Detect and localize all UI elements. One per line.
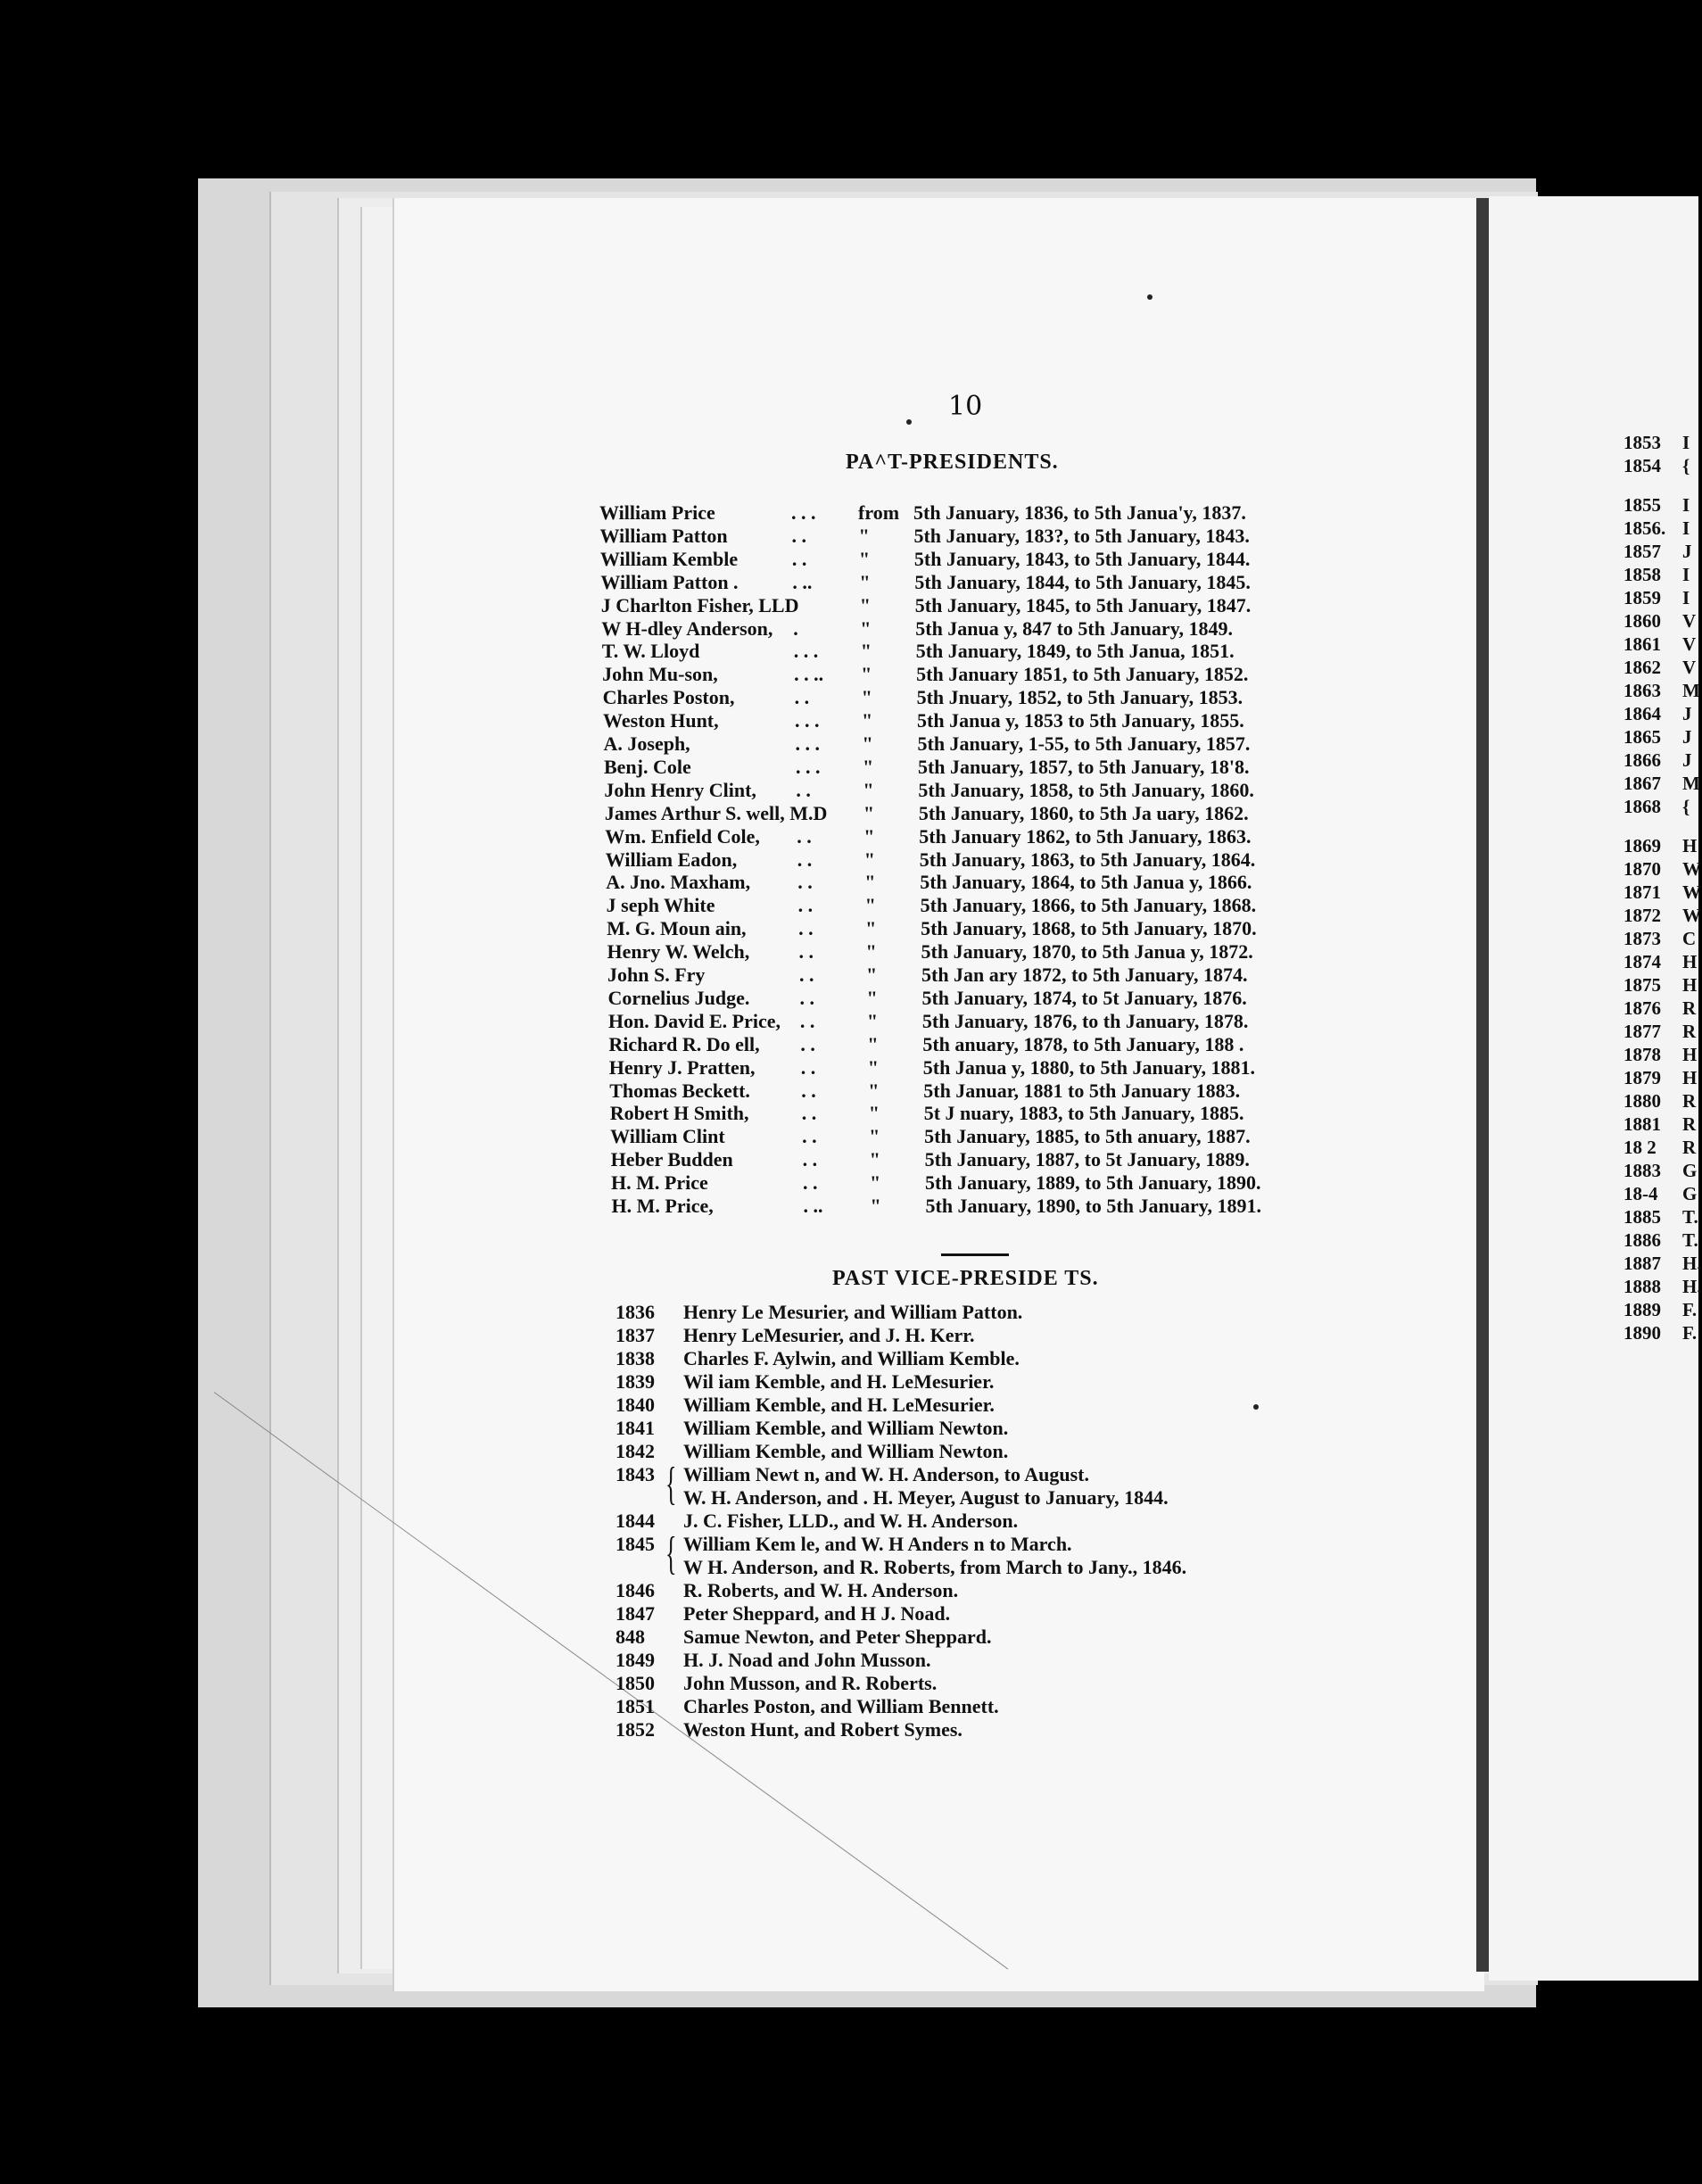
right-page-row	[1624, 1299, 1698, 1321]
right-year: 1863	[1624, 680, 1661, 701]
president-name: William Clint	[610, 1125, 725, 1148]
right-year: 1860	[1624, 610, 1661, 632]
vp-year: 1846	[616, 1579, 655, 1601]
leader-dots: . . .	[791, 501, 816, 524]
term-dates: 5th January, 1845, to 5th January, 1847.	[914, 593, 1252, 616]
right-letter: I	[1682, 494, 1690, 516]
right-page-row	[1624, 1067, 1698, 1089]
leader-dots: . .	[791, 547, 807, 570]
right-page-row	[1624, 1044, 1698, 1066]
right-page-row	[1624, 1253, 1702, 1275]
right-letter: I	[1682, 432, 1690, 453]
right-year: 1872	[1624, 905, 1661, 926]
right-year: 1866	[1624, 749, 1661, 771]
vp-year: 1849	[616, 1649, 655, 1671]
vp-names: Wil iam Kemble, and H. LeMesurier.	[683, 1370, 995, 1393]
vp-names: W H. Anderson, and R. Roberts, from March to Jany., 1846.	[683, 1556, 1187, 1578]
term-dates: 5th January, 1844, to 5th January, 1845.	[914, 570, 1251, 593]
leader-dots: . .	[797, 871, 813, 894]
right-page-row	[1624, 633, 1697, 656]
right-year: 1867	[1624, 773, 1661, 794]
right-letter: H	[1682, 1067, 1698, 1088]
leader-dots: . .	[797, 848, 813, 871]
right-page-row	[1624, 1113, 1697, 1136]
vp-year: 1843	[616, 1463, 655, 1485]
president-name: Hon. David E. Price,	[607, 1009, 781, 1032]
right-page-row	[1624, 494, 1690, 517]
right-page-row	[1624, 796, 1690, 818]
ditto-mark: "	[863, 801, 875, 824]
ditto-mark: "	[868, 1102, 880, 1125]
vp-year: 1845	[616, 1533, 655, 1555]
right-page-row	[1624, 997, 1697, 1020]
right-letter: J	[1682, 703, 1692, 724]
term-dates: 5th January 1851, to 5th January, 1852.	[916, 663, 1249, 686]
ditto-mark: "	[858, 524, 870, 547]
term-dates: 5t J nuary, 1883, to 5th January, 1885.	[923, 1102, 1244, 1125]
right-letter: W	[1682, 881, 1701, 903]
right-letter: R	[1682, 1090, 1697, 1112]
ditto-mark: "	[859, 593, 872, 616]
ditto-mark: "	[870, 1195, 881, 1217]
term-dates: 5th Janua y, 1853 to 5th January, 1855.	[917, 709, 1244, 732]
right-letter: {	[1682, 455, 1690, 476]
right-page-row	[1624, 564, 1690, 586]
right-letter: M	[1682, 773, 1700, 794]
vp-year: 1838	[616, 1347, 655, 1369]
right-page-row	[1624, 1137, 1697, 1159]
ditto-mark: "	[864, 871, 876, 894]
term-dates: 5th January, 1885, to 5th anuary, 1887.	[924, 1125, 1251, 1148]
term-dates: 5th Jnuary, 1852, to 5th January, 1853.	[916, 686, 1243, 709]
term-dates: 5th January, 1868, to 5th January, 1870.	[921, 917, 1257, 940]
right-letter: R	[1682, 1113, 1697, 1135]
president-name: Robert H Smith,	[609, 1102, 749, 1125]
term-dates: 5th January, 1849, to 5th Janua, 1851.	[915, 640, 1235, 663]
vp-names: John Musson, and R. Roberts.	[683, 1672, 938, 1694]
right-year: 1857	[1624, 541, 1661, 562]
ditto-mark: "	[861, 663, 872, 686]
vp-year: 1840	[616, 1394, 655, 1416]
vp-names: Weston Hunt, and Robert Symes.	[683, 1718, 963, 1741]
ditto-mark: "	[870, 1171, 881, 1195]
ditto-mark: "	[863, 824, 875, 848]
term-dates: 5th January, 1876, to th January, 1878.	[921, 1009, 1249, 1032]
term-dates: 5th January, 1863, to 5th January, 1864.	[919, 848, 1256, 871]
right-year: 1874	[1624, 951, 1661, 972]
term-dates: 5th January, 1860, to 5th Ja uary, 1862.	[918, 801, 1249, 824]
ditto-mark: "	[860, 616, 872, 640]
vp-names: William Kemble, and William Newton.	[683, 1440, 1009, 1462]
right-page-row	[1624, 703, 1692, 725]
right-year: 1870	[1624, 858, 1661, 880]
right-letter: W	[1682, 905, 1701, 926]
president-name: James Arthur S. well, M.D	[604, 801, 828, 824]
right-letter: M	[1682, 680, 1700, 701]
president-name: William Price	[599, 501, 715, 524]
right-year: 1873	[1624, 928, 1661, 949]
book-gutter	[1476, 198, 1489, 1972]
right-letter: R	[1682, 997, 1697, 1019]
leader-dots: . . .	[793, 640, 819, 663]
right-year: 1885	[1624, 1206, 1661, 1228]
president-name: M. G. Moun ain,	[607, 917, 747, 940]
right-page-row	[1624, 610, 1697, 633]
right-letter: I	[1682, 517, 1690, 539]
right-year: 1859	[1624, 587, 1661, 608]
vp-names: William Kem le, and W. H Anders n to March.	[683, 1533, 1072, 1555]
term-dates: 5th January, 183?, to 5th January, 1843.	[913, 524, 1250, 547]
president-name: A. Joseph,	[603, 732, 690, 755]
right-letter: G	[1682, 1183, 1698, 1204]
ink-speck	[1147, 294, 1153, 300]
ditto-mark: "	[864, 894, 876, 917]
right-letter: H	[1682, 1044, 1698, 1065]
right-page-row	[1624, 749, 1692, 772]
right-page-row	[1624, 928, 1697, 950]
vp-names: William Kemble, and William Newton.	[683, 1417, 1009, 1439]
right-letter: G	[1682, 1160, 1698, 1181]
right-letter: I	[1682, 587, 1690, 608]
vp-year: 1837	[616, 1324, 655, 1346]
term-dates: 5th January, 1866, to 5th January, 1868.	[920, 894, 1257, 917]
right-year: 1890	[1624, 1322, 1661, 1344]
ditto-mark: "	[861, 686, 872, 709]
right-letter: F.	[1682, 1299, 1698, 1320]
leader-dots: . .	[791, 524, 806, 547]
president-name: T. W. Lloyd	[601, 640, 700, 663]
ink-speck	[1253, 1404, 1259, 1410]
right-letter: H	[1682, 951, 1698, 972]
president-name: A. Jno. Maxham,	[606, 871, 751, 894]
right-page-row	[1624, 680, 1700, 702]
right-year: 1855	[1624, 494, 1661, 516]
brace-icon: {	[665, 1459, 677, 1510]
ink-speck	[906, 419, 912, 425]
ditto-mark: from	[858, 501, 900, 524]
leader-dots: . .	[798, 940, 814, 964]
right-year: 1864	[1624, 703, 1661, 724]
right-page-row	[1624, 773, 1700, 795]
ditto-mark: "	[869, 1148, 880, 1171]
right-letter: J	[1682, 726, 1692, 748]
president-name: Benj. Cole	[603, 755, 691, 778]
term-dates: 5th January, 1-55, to 5th January, 1857.	[917, 732, 1251, 755]
right-page-row	[1624, 1090, 1697, 1113]
right-year: 1887	[1624, 1253, 1661, 1274]
right-year: 1853	[1624, 432, 1661, 453]
right-year: 1881	[1624, 1113, 1661, 1135]
right-page-row	[1624, 1160, 1698, 1182]
right-year: 1868	[1624, 796, 1661, 817]
term-dates: 5th Jan ary 1872, to 5th January, 1874.	[921, 964, 1248, 986]
president-name: Thomas Beckett.	[609, 1079, 750, 1102]
term-dates: 5th Janua y, 1880, to 5th January, 1881.	[922, 1055, 1256, 1079]
right-page-row	[1624, 905, 1701, 927]
ditto-mark: "	[866, 964, 878, 986]
vp-names: Charles F. Aylwin, and William Kemble.	[683, 1347, 1020, 1369]
right-page-row	[1624, 657, 1697, 679]
leader-dots: . . ..	[794, 663, 824, 686]
right-page-row	[1624, 455, 1690, 477]
right-year: 1858	[1624, 564, 1661, 585]
vp-year: 1847	[616, 1602, 655, 1625]
right-page-row	[1624, 1183, 1698, 1205]
right-page-row	[1624, 726, 1692, 749]
right-year: 1876	[1624, 997, 1661, 1019]
right-year: 1879	[1624, 1067, 1661, 1088]
past-vice-presidents-heading: PAST VICE-PRESIDE TS.	[832, 1267, 1099, 1290]
leader-dots: . .	[802, 1148, 818, 1171]
vp-year: 848	[616, 1626, 645, 1648]
term-dates: 5th January, 1887, to 5t January, 1889.	[924, 1148, 1250, 1171]
right-letter: J	[1682, 541, 1692, 562]
right-page-row	[1624, 835, 1698, 857]
president-name: William Kemble	[599, 547, 739, 570]
leader-dots: . . .	[795, 755, 821, 778]
vp-year: 1841	[616, 1417, 655, 1439]
ditto-mark: "	[860, 640, 872, 663]
right-year: 1862	[1624, 657, 1661, 678]
president-name: J seph White	[606, 894, 715, 917]
ditto-mark: "	[866, 1009, 879, 1032]
right-letter: R	[1682, 1137, 1697, 1158]
president-name: H. M. Price,	[611, 1195, 714, 1217]
right-page-row	[1624, 858, 1701, 881]
right-year: 1854	[1624, 455, 1661, 476]
president-name: John Henry Clint,	[604, 778, 756, 801]
ditto-mark: "	[867, 1032, 879, 1055]
president-name: J Charlton Fisher, LLD	[600, 593, 799, 616]
president-name: H. M. Price	[611, 1171, 708, 1195]
right-page-row	[1624, 541, 1692, 563]
ditto-mark: "	[862, 709, 873, 732]
right-letter: H	[1682, 974, 1698, 996]
right-year: 1856.	[1624, 517, 1666, 539]
vp-year: 1851	[616, 1695, 655, 1717]
past-presidents-heading: PA^T-PRESIDENTS.	[846, 451, 1059, 474]
term-dates: 5th January, 1890, to 5th January, 1891.	[925, 1195, 1261, 1217]
leader-dots: . . .	[795, 732, 820, 755]
term-dates: 5th anuary, 1878, to 5th January, 188 .	[922, 1032, 1244, 1055]
vp-year: 1844	[616, 1510, 655, 1532]
right-page-row	[1624, 1206, 1698, 1228]
vp-names: William Newt n, and W. H. Anderson, to August.	[683, 1463, 1089, 1485]
term-dates: 5th Janua y, 847 to 5th January, 1849.	[915, 616, 1233, 640]
vp-year: 1839	[616, 1370, 655, 1393]
vp-year: 1842	[616, 1440, 655, 1462]
section-divider	[941, 1253, 1009, 1256]
right-year: 1865	[1624, 726, 1661, 748]
right-page-row	[1624, 1322, 1698, 1344]
vp-names: H. J. Noad and John Musson.	[683, 1649, 931, 1671]
president-name: Cornelius Judge.	[607, 986, 750, 1009]
vp-year: 1836	[616, 1301, 655, 1323]
right-letter: R	[1682, 1021, 1697, 1042]
leader-dots: . .	[794, 686, 810, 709]
right-year: 1877	[1624, 1021, 1661, 1042]
term-dates: 5th January, 1836, to 5th Janua'y, 1837.	[913, 501, 1246, 524]
right-page-row	[1624, 587, 1690, 609]
leader-dots: . .	[796, 778, 811, 801]
right-year: 1880	[1624, 1090, 1661, 1112]
vp-names: William Kemble, and H. LeMesurier.	[683, 1394, 995, 1416]
right-letter: H.	[1682, 1253, 1702, 1274]
term-dates: 5th January, 1858, to 5th January, 1860.	[918, 778, 1254, 801]
vp-names: J. C. Fisher, LLD., and W. H. Anderson.	[683, 1510, 1019, 1532]
president-name: William Eadon,	[605, 848, 738, 871]
right-page-row	[1624, 432, 1690, 454]
right-year: 1878	[1624, 1044, 1661, 1065]
ditto-mark: "	[863, 778, 874, 801]
right-page-row	[1624, 517, 1690, 540]
right-letter: V	[1682, 633, 1697, 655]
ditto-mark: "	[865, 940, 877, 964]
right-letter: C	[1682, 928, 1697, 949]
president-name: Heber Budden	[610, 1148, 733, 1171]
leader-dots: . .	[798, 917, 814, 940]
leader-dots: . ..	[792, 570, 813, 593]
leader-dots: . . .	[795, 709, 820, 732]
leader-dots: . .	[802, 1125, 817, 1148]
president-name: Wm. Enfield Cole,	[605, 824, 760, 848]
term-dates: 5th January 1862, to 5th January, 1863.	[919, 824, 1252, 848]
page-number: 10	[948, 391, 983, 422]
ditto-mark: "	[866, 986, 878, 1009]
term-dates: 5th January, 1857, to 5th January, 18'8.	[917, 755, 1250, 778]
right-year: 18-4	[1624, 1183, 1658, 1204]
right-page-row	[1624, 881, 1701, 904]
ditto-mark: "	[859, 570, 871, 593]
president-name: Richard R. Do ell,	[608, 1032, 760, 1055]
right-year: 1871	[1624, 881, 1661, 903]
leader-dots: . ..	[803, 1195, 823, 1217]
leader-dots: . .	[797, 894, 814, 917]
right-year: 1889	[1624, 1299, 1661, 1320]
term-dates: 5th Januar, 1881 to 5th January 1883.	[923, 1079, 1241, 1102]
right-letter: T.	[1682, 1229, 1698, 1251]
president-name: John Mu-son,	[602, 663, 718, 686]
right-letter: V	[1682, 657, 1697, 678]
president-name: Weston Hunt,	[603, 709, 719, 732]
ditto-mark: "	[868, 1079, 880, 1102]
right-letter: F.	[1682, 1322, 1698, 1344]
right-year: 1861	[1624, 633, 1661, 655]
right-year: 1869	[1624, 835, 1661, 856]
right-page-row	[1624, 974, 1698, 997]
right-year: 1888	[1624, 1276, 1661, 1297]
vp-year: 1852	[616, 1718, 655, 1741]
leader-dots: . .	[801, 1102, 817, 1125]
ditto-mark: "	[862, 755, 874, 778]
leader-dots: . .	[801, 1079, 816, 1102]
term-dates: 5th January, 1843, to 5th January, 1844.	[913, 547, 1251, 570]
president-name: Henry W. Welch,	[607, 940, 750, 964]
ditto-mark: "	[867, 1055, 880, 1079]
president-name: William Patton .	[600, 570, 739, 593]
right-letter: H	[1682, 835, 1698, 856]
vp-names: R. Roberts, and W. H. Anderson.	[683, 1579, 959, 1601]
right-year: 1886	[1624, 1229, 1661, 1251]
president-name: Charles Poston,	[602, 686, 735, 709]
ditto-mark: "	[863, 848, 875, 871]
right-page-row	[1624, 1276, 1702, 1298]
right-page	[1489, 196, 1698, 1981]
vp-names: Peter Sheppard, and H J. Noad.	[683, 1602, 951, 1625]
vp-names: Henry LeMesurier, and J. H. Kerr.	[683, 1324, 975, 1346]
leader-dots: . .	[800, 1032, 815, 1055]
right-page-row	[1624, 1021, 1697, 1043]
leader-dots: . .	[797, 824, 812, 848]
ditto-mark: "	[858, 547, 871, 570]
term-dates: 5th January, 1864, to 5th Janua y, 1866.	[920, 871, 1252, 894]
vp-year: 1850	[616, 1672, 655, 1694]
right-year: 1883	[1624, 1160, 1661, 1181]
leader-dots: . .	[799, 964, 814, 986]
right-letter: {	[1682, 796, 1690, 817]
term-dates: 5th January, 1874, to 5t January, 1876.	[921, 986, 1247, 1009]
leader-dots: . .	[799, 1009, 815, 1032]
right-letter: H.	[1682, 1276, 1702, 1297]
term-dates: 5th January, 1889, to 5th January, 1890.	[925, 1171, 1261, 1195]
leader-dots: . .	[803, 1171, 818, 1195]
ditto-mark: "	[869, 1125, 880, 1148]
right-letter: V	[1682, 610, 1697, 632]
right-letter: W	[1682, 858, 1701, 880]
vp-names: Samue Newton, and Peter Sheppard.	[683, 1626, 992, 1648]
right-page-row	[1624, 951, 1698, 973]
term-dates: 5th January, 1870, to 5th Janua y, 1872.	[921, 940, 1253, 964]
right-letter: J	[1682, 749, 1692, 771]
leader-dots: . .	[800, 1055, 816, 1079]
right-year: 1875	[1624, 974, 1661, 996]
right-letter: I	[1682, 564, 1690, 585]
ditto-mark: "	[862, 732, 873, 755]
president-name: Henry J. Pratten,	[608, 1055, 756, 1079]
vp-names: W. H. Anderson, and . H. Meyer, August to January, 1844.	[683, 1486, 1169, 1509]
right-year: 18 2	[1624, 1137, 1657, 1158]
leader-dots: .	[793, 616, 798, 640]
right-letter: T.	[1682, 1206, 1698, 1228]
vp-names: Charles Poston, and William Bennett.	[683, 1695, 999, 1717]
president-name: John S. Fry	[607, 964, 706, 986]
brace-icon: {	[665, 1528, 677, 1579]
president-name: William Patton	[599, 524, 728, 547]
ditto-mark: "	[865, 917, 877, 940]
right-page-row	[1624, 1229, 1698, 1252]
president-name: W H-dley Anderson,	[601, 616, 773, 640]
leader-dots: . .	[799, 986, 814, 1009]
vp-names: Henry Le Mesurier, and William Patton.	[683, 1301, 1023, 1323]
